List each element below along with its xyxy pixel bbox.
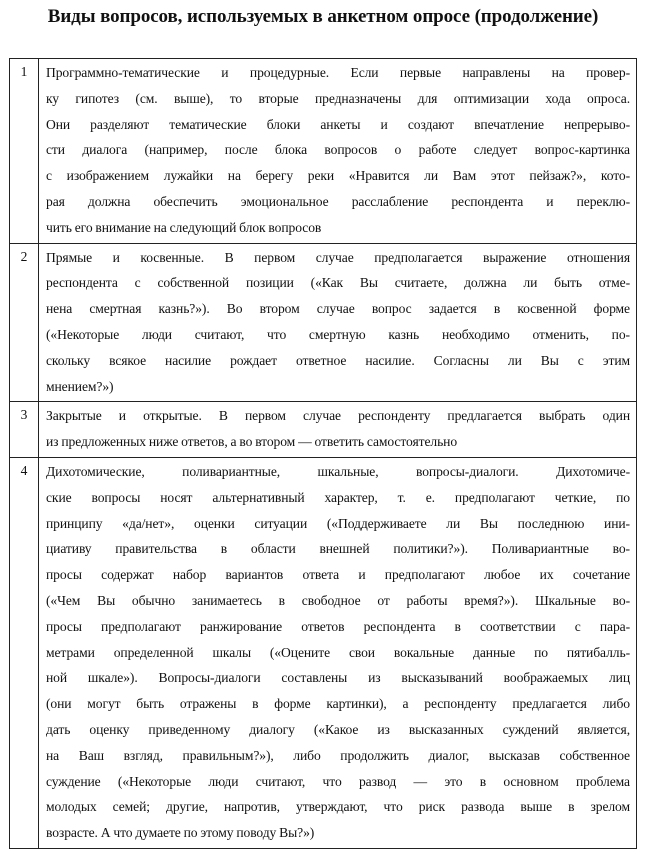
text-line: на Ваш взгляд, правильным?»), либо продолжить диалог, высказав собственное — [46, 747, 630, 763]
text-line: («Чем Вы обычно занимаетесь в свободное от работы время?»). Шкальные во- — [46, 592, 630, 608]
text-line: циативу правительства в области внешней политики?»). Поливариантные во- — [46, 541, 630, 557]
text-line: мнением?») — [46, 378, 114, 394]
text-line: принципу «да/нет», оценки ситуации («Поддерживаете ли Вы последнюю ини- — [46, 515, 630, 531]
text-line: с изображением лужайки на берегу реки «Нравится ли Вам этот пейзаж?», кото- — [46, 168, 630, 184]
table-row — [10, 243, 637, 402]
row-text — [39, 457, 637, 848]
table-row — [10, 402, 637, 458]
text-line: молодых семей; другие, напротив, утверждают, что риск развода выше в зрелом — [46, 799, 630, 815]
page-title: Виды вопросов, используемых в анкетном опросе (продолжение) — [47, 6, 599, 27]
text-line: Закрытые и открытые. В первом случае респонденту предлагается выбрать один — [46, 408, 630, 424]
row-number: 1 — [10, 59, 39, 244]
row-number: 2 — [10, 243, 39, 402]
text-line: Они разделяют тематические блоки анкеты и создают впечатление непрерыво- — [46, 116, 630, 132]
text-line: (они могут быть отражены в форме картинки), а респонденту предлагается либо — [46, 696, 630, 712]
row-text — [39, 243, 637, 402]
text-line: из предложенных ниже ответов, а во втором — ответить самостоятельно — [46, 434, 458, 450]
text-line: Прямые и косвенные. В первом случае предполагается выражение отношения — [46, 249, 630, 265]
text-line: нена смертная казнь?»). Во втором случае вопрос задается в косвенной форме — [46, 301, 630, 317]
text-line: суждение («Некоторые люди считают, что развод — это в основном проблема — [46, 773, 630, 789]
text-line: ские вопросы носят альтернативный характер, т. е. предполагают четкие, по — [46, 489, 630, 505]
text-line: просы предполагают ранжирование ответов респондента в соответствии с пара- — [46, 618, 630, 634]
question-types-table — [9, 58, 637, 849]
row-text — [39, 59, 637, 244]
text-line: («Некоторые люди считают, что смертную казнь необходимо отменить, по- — [46, 326, 630, 342]
text-line: дать оценку приведенному диалогу («Какое из высказанных суждений является, — [46, 721, 630, 737]
table-row — [10, 457, 637, 848]
text-line: Дихотомические, поливариантные, шкальные, вопросы-диалоги. Дихотомиче- — [46, 463, 630, 479]
text-line: ной шкале»). Вопросы-диалоги составлены из высказываний воображаемых лиц — [46, 670, 630, 686]
text-line: ку гипотез (см. выше), то вторые предназначены для оптимизации хода опроса. — [46, 90, 630, 106]
text-line: респондента с собственной позиции («Как Вы считаете, должна ли быть отме- — [46, 275, 630, 291]
text-line: скольку всякое насилие рождает ответное насилие. Согласны ли Вы с этим — [46, 352, 630, 368]
row-number: 3 — [10, 402, 39, 458]
row-text — [39, 402, 637, 458]
text-line: рая должна обеспечить эмоциональное расслабление респондента и переклю- — [46, 193, 630, 209]
text-line: сти диалога (например, после блока вопросов о работе следует вопрос-картинка — [46, 142, 630, 158]
text-line: чить его внимание на следующий блок вопросов — [46, 219, 322, 235]
text-line: метрами определенной шкалы («Оцените свои вокальные данные по пятибалль- — [46, 644, 630, 660]
table-row — [10, 59, 637, 244]
text-line: просы содержат набор вариантов ответа и предполагают любое их сочетание — [46, 567, 630, 583]
text-line: возрасте. А что думаете по этому поводу Вы?») — [46, 825, 315, 841]
row-number: 4 — [10, 457, 39, 848]
text-line: Программно-тематические и процедурные. Если первые направлены на провер- — [46, 65, 630, 80]
